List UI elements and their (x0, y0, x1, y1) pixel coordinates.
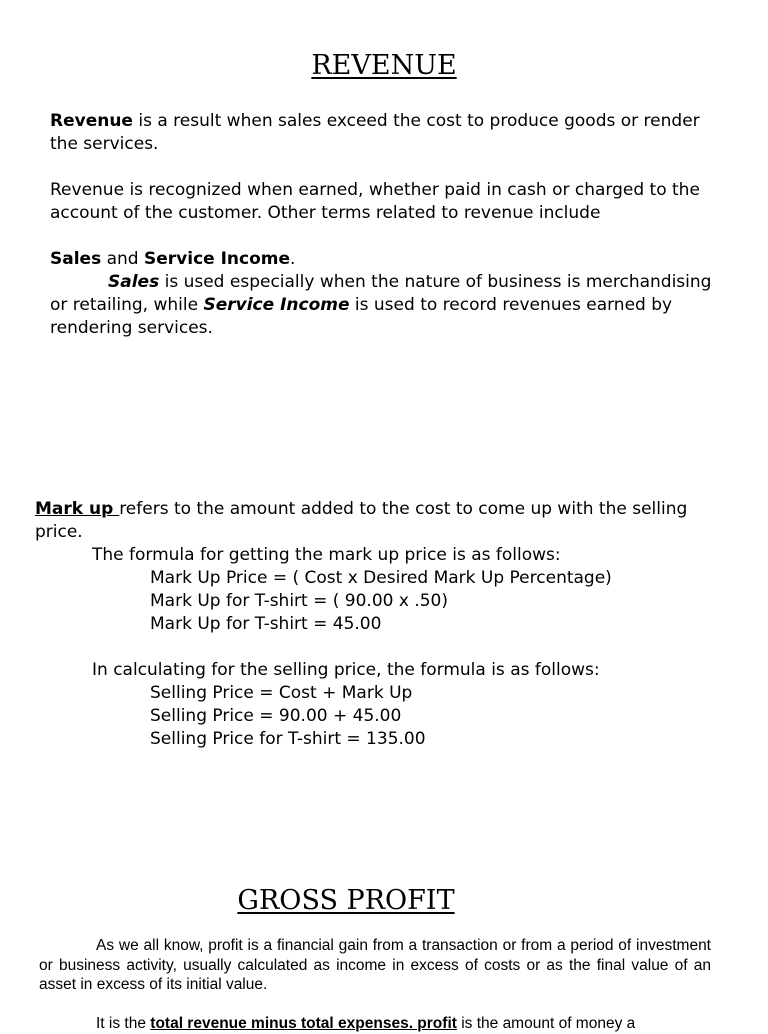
sales-explanation-line1: Sales is used especially when the nature of business is merchandising (108, 272, 712, 292)
total-revenue-minus-expenses: total revenue minus total expenses. profit (150, 1015, 457, 1032)
revenue-definition-line2: the services. (50, 134, 159, 154)
markup-formula-1: Mark Up Price = ( Cost x Desired Mark Up Percentage) (150, 568, 612, 588)
markup-definition-line2: price. (35, 522, 83, 542)
markup-term: Mark up (35, 499, 120, 519)
selling-price-formula-3: Selling Price for T-shirt = 135.00 (150, 729, 426, 749)
markup-formula-2: Mark Up for T-shirt = ( 90.00 x .50) (150, 591, 448, 611)
sales-term-italic: Sales (108, 272, 160, 292)
revenue-recognition-line2: account of the customer. Other terms related to revenue include (50, 203, 601, 223)
selling-price-formula-2: Selling Price = 90.00 + 45.00 (150, 706, 402, 726)
gross-profit-paragraph-2: It is the total revenue minus total expenses. profit is the amount of money a (96, 1015, 636, 1032)
service-income-term-italic: Service Income (203, 295, 350, 315)
revenue-definition-line1: Revenue is a result when sales exceed the cost to produce goods or render (50, 111, 700, 131)
markup-definition-line1: Mark up refers to the amount added to the cost to come up with the selling (35, 499, 688, 519)
revenue-recognition-line1: Revenue is recognized when earned, whether paid in cash or charged to the (50, 180, 700, 200)
revenue-heading: REVENUE (311, 50, 457, 81)
revenue-terms-line: Sales and Service Income. (50, 249, 296, 269)
markup-formula-intro: The formula for getting the mark up price is as follows: (92, 545, 561, 565)
gross-profit-paragraph-1: As we all know, profit is a financial gain from a transaction or from a period of investment or business activity, usually calculated as income in excess of costs or as the final value of an asset in excess of its initial value. (39, 937, 711, 993)
revenue-term: Revenue (50, 111, 133, 131)
service-income-term: Service Income (144, 249, 291, 269)
sales-explanation-line2: or retailing, while Service Income is used to record revenues earned by (50, 295, 673, 315)
gross-profit-heading: GROSS PROFIT (237, 885, 455, 916)
selling-price-formula-1: Selling Price = Cost + Mark Up (150, 683, 413, 703)
sales-term: Sales (50, 249, 102, 269)
selling-price-intro: In calculating for the selling price, the formula is as follows: (92, 660, 600, 680)
sales-explanation-line3: rendering services. (50, 318, 213, 338)
markup-formula-3: Mark Up for T-shirt = 45.00 (150, 614, 382, 634)
